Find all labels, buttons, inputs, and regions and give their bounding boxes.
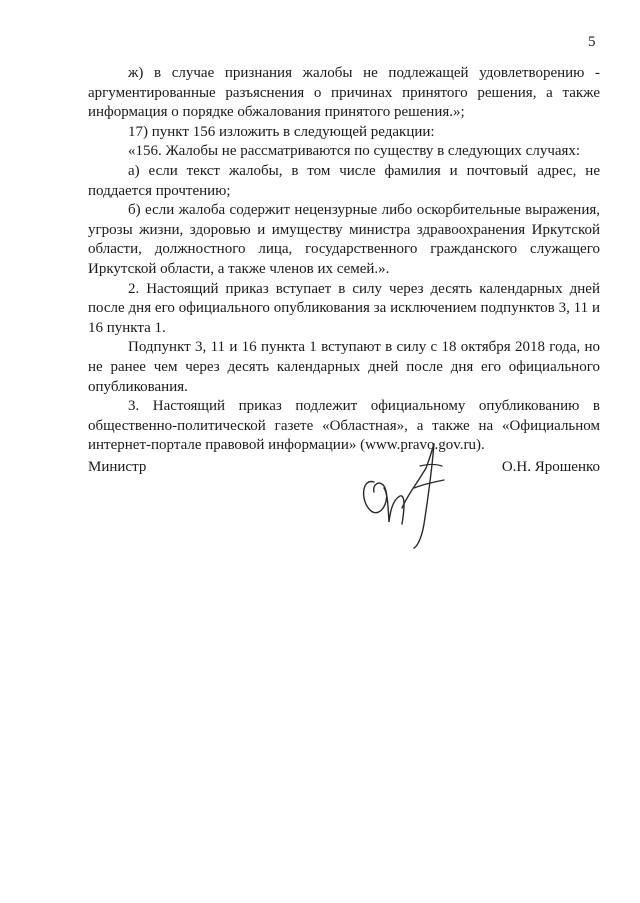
signature-block bbox=[88, 458, 600, 478]
paragraph-zh: ж) в случае признания жалобы не подлежащей удовлетворению - аргументированные разъяснения о причинах принятого решения, а также информация о порядке обжалования принятого решения.»; bbox=[88, 65, 600, 121]
paragraph-2: 2. Настоящий приказ вступает в силу через десять календарных дней после дня его официального опубликования за исключением подпунктов 3, 11 и 16 пункта 1. bbox=[88, 280, 600, 336]
paragraph-a: а) если текст жалобы, в том числе фамилия и почтовый адрес, не поддается прочтению; bbox=[88, 162, 600, 199]
page-number: 5 bbox=[588, 34, 596, 50]
signatory-title: Министр bbox=[88, 459, 147, 475]
document-body bbox=[88, 64, 600, 456]
handwritten-signature bbox=[358, 438, 454, 550]
paragraph-item-17: 17) пункт 156 изложить в следующей редакции: bbox=[128, 123, 435, 140]
paragraph-b: б) если жалоба содержит нецензурные либо оскорбительные выражения, угрозы жизни, здоровью и имуществу министра здравоохранения Иркутской области, должностного лица, государственного гражданского служащего Иркутской области, а также членов их семей.». bbox=[88, 202, 600, 277]
paragraph-subpoints-effective: Подпункт 3, 11 и 16 пункта 1 вступают в силу с 18 октября 2018 года, но не ранее чем через десять календарных дней после дня его официального опубликования. bbox=[88, 339, 600, 395]
paragraph-156: «156. Жалобы не рассматриваются по существу в следующих случаях: bbox=[128, 143, 581, 160]
paragraph-3: 3. Настоящий приказ подлежит официальному опубликованию в общественно-политической газете «Областная», а также на «Официальном интернет-портале правовой информации» (www.pravo.gov.ru). bbox=[88, 398, 600, 454]
signatory-name: О.Н. Ярошенко bbox=[501, 459, 600, 475]
